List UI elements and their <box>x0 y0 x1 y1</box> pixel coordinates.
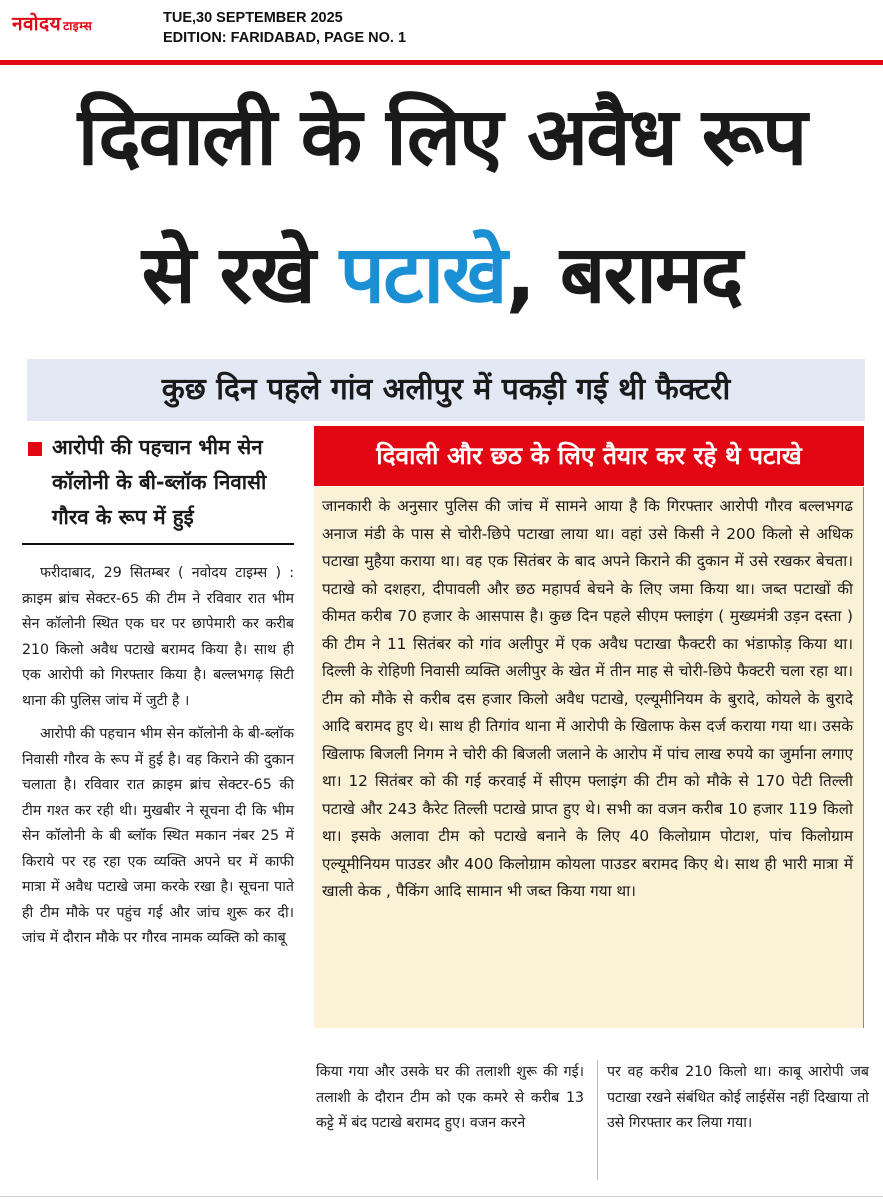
headline-line-1: दिवाली के लिए अवैध रूप <box>77 90 806 183</box>
box-story <box>314 487 864 1028</box>
logo-text: नवोदय <box>12 13 62 35</box>
masthead-rule <box>0 60 883 65</box>
box-story-banner: दिवाली और छठ के लिए तैयार कर रहे थे पटाखे <box>314 426 864 486</box>
highlight-text: आरोपी की पहचान भीम सेन कॉलोनी के बी-ब्लॉक निवासी गौरव के रूप में हुई <box>52 435 267 529</box>
headline-line-2-start: से रखे <box>141 228 340 321</box>
dateline <box>163 8 406 48</box>
logo-small-text: टाइम्स <box>63 19 93 33</box>
masthead <box>0 0 883 62</box>
left-paragraph-2: आरोपी की पहचान भीम सेन कॉलोनी के बी-ब्लॉक निवासी गौरव के रूप में हुई है। वह किराने की दुकान चलाता है। रविवार रात क्राइम ब्रांच सेक्टर-65 की टीम गश्त कर रही थी। मुखबीर ने सूचना दी कि भीम सेन कॉलोनी के बी ब्लॉक स्थित मकान नंबर 25 में किराये पर रह रहा एक व्यक्ति अपने घर में काफी मात्रा में अवैध पटाखे जमा करके रखा है। सूचना पाते ही टीम मौके पर पहुंच गई और जांच शुरू कर दी। जांच में दौरान मौके पर गौरव नामक व्यक्ति को काबू <box>22 726 294 946</box>
box-story-text: जानकारी के अनुसार पुलिस की जांच में सामने आया है कि गिरफ्तार आरोपी गौरव बल्लभगढ अनाज मंडी के पास से चोरी-छिपे पटाखा लाया था। वहां उसे किसी ने 200 किलो से अधिक पटाखा मुहैया कराया था। वह एक सितंबर के बाद अपने किराने की दुकान में उसे रखकर बेचता। पटाखे को दशहरा, दीपावली और छठ महापर्व बेचने के लिए जमा किया था। जब्त पटाखों की कीमत करीब 70 हजार के आसपास है। कुछ दिन पहले सीएम फ्लाइंग ( मुख्यमंत्री उड़न दस्ता ) की टीम ने 11 सितंबर को गांव अलीपुर में एक अवैध पटाखा फैक्टरी का भंडाफोड़ किया था। दिल्ली के रोहिणी निवासी व्यक्ति अलीपुर के खेत में तीन माह से चोरी-छिपे फैक्टरी चला रहा था। टीम को मौके से करीब दस हजार किलो अवैध पटाखे, एल्यूमीनियम के बुरादे, कोयले के बुरादे आदि बरामद हुए थे। साथ ही तिगांव थाना में आरोपी के खिलाफ केस दर्ज कराया गया था। उसके खिलाफ बिजली निगम ने चोरी की बिजली जलाने के आरोप में पांच लाख रुपये का जुर्माना लगाए था। 12 सितंबर को की गई करवाई में सीएम फ्लाइंग की टीम को मौके से 170 पेटी तिल्ली पटाखे और 243 कैरेट तिल्ली पटाखे प्राप्त हुए थे। सभी का वजन करीब 10 हजार 119 किलो था। इसके अलावा टीम को पटाखे बनाने के लिए 40 किलोग्राम पोटाश, पांच किलोग्राम एल्यूमीनियम पाउडर और 400 किलोग्राम कोयला पाउडर बरामद किए थे। साथ ही भारी मात्रा में खाली केक , पैकिंग आदि सामान भी जब्त किया गया था। <box>322 497 853 900</box>
edition-text: EDITION: FARIDABAD, PAGE NO. 1 <box>163 30 407 46</box>
highlight-box <box>22 430 294 545</box>
headline-line-2 <box>0 220 883 330</box>
left-paragraph-1: फरीदाबाद, 29 सितम्बर ( नवोदय टाइम्स ) : क्राइम ब्रांच सेक्टर-65 की टीम ने रविवार रात भीम सेन कॉलोनी स्थित एक घर पर छापेमारी कर करीब 210 किलो अवैध पटाखे बरामद किया है। साथ ही एक आरोपी को गिरफ्तार किया है। बल्लभगढ़ सिटी थाना की पुलिस जांच में जुटी है । <box>22 565 294 709</box>
page-bottom-rule <box>0 1196 883 1197</box>
subheadline: कुछ दिन पहले गांव अलीपुर में पकड़ी गई थी फैक्टरी <box>27 359 865 421</box>
bullet-square-icon <box>28 442 42 456</box>
column-divider <box>597 1060 598 1180</box>
bottom-right-column: पर वह करीब 210 किलो था। काबू आरोपी जब पटाखा रखने संबंधित कोई लाईसेंस नहीं दिखाया तो उसे गिरफ्तार कर लिया गया। <box>607 1064 869 1131</box>
newspaper-logo <box>12 10 92 36</box>
bottom-middle-column: किया गया और उसके घर की तलाशी शुरू की गई। तलाशी के दौरान टीम को एक कमरे से करीब 13 कट्टे में बंद पटाखे बरामद हुए। वजन करने <box>316 1064 584 1131</box>
headline-line-2-end: , बरामद <box>505 228 742 321</box>
date-text: TUE,30 SEPTEMBER 2025 <box>163 10 343 26</box>
left-column <box>22 430 294 960</box>
headline-highlight-word: पटाखे <box>339 228 506 321</box>
left-column-body <box>22 561 294 952</box>
